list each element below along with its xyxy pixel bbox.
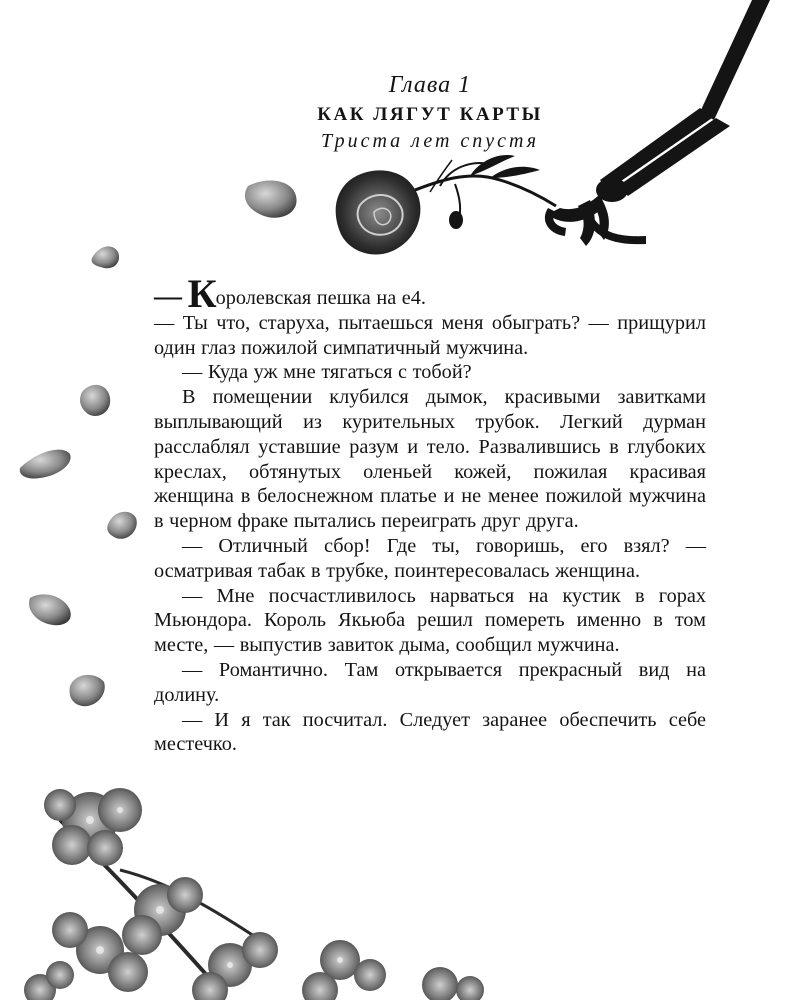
chapter-body [154,271,706,757]
paragraph: — Отличный сбор! Где ты, говоришь, его взял? — осматривая табак в трубке, поинтересовалась женщина. [154,534,706,582]
chapter-title: КАК ЛЯГУТ КАРТЫ [317,104,543,125]
paragraph: В помещении клубился дымок, красивыми завитками выплывающий из курительных трубок. Легкий дурман расслаблял уставшие разум и тело. Развалившись в глубоких креслах, обтянутых оленьей кожей, пожилая красивая женщина в белоснежном платье и не менее пожилой мужчина в черном фраке пытались переиграть друг друга. [154,386,706,533]
opening-paragraph [154,271,706,316]
drop-cap: К [187,271,216,316]
lead-dash: — [154,281,182,312]
paragraph: — Ты что, старуха, пытаешься меня обыграть? — прищурил один глаз пожилой симпатичный мужчина. [154,311,706,359]
chapter-number: Глава 1 [388,72,472,98]
paragraph: — Куда уж мне тягаться с тобой? [182,361,472,384]
paragraph: — Романтично. Там открывается прекрасный вид на долину. [154,658,706,706]
rose-icon [336,155,556,255]
chapter-subtitle: Триста лет спустя [320,130,540,152]
blossom-cluster-icon [24,788,484,1000]
paragraph: — И я так посчитал. Следует заранее обеспечить себе местечко. [154,708,706,756]
paragraph: — Мне посчастливилось нарваться на кустик в горах Мьюндора. Король Якьюба решил помереть именно в том месте, — выпустив завиток дыма, сообщил мужчина. [154,584,706,657]
opening-text: оролевская пешка на е4. [215,287,427,309]
